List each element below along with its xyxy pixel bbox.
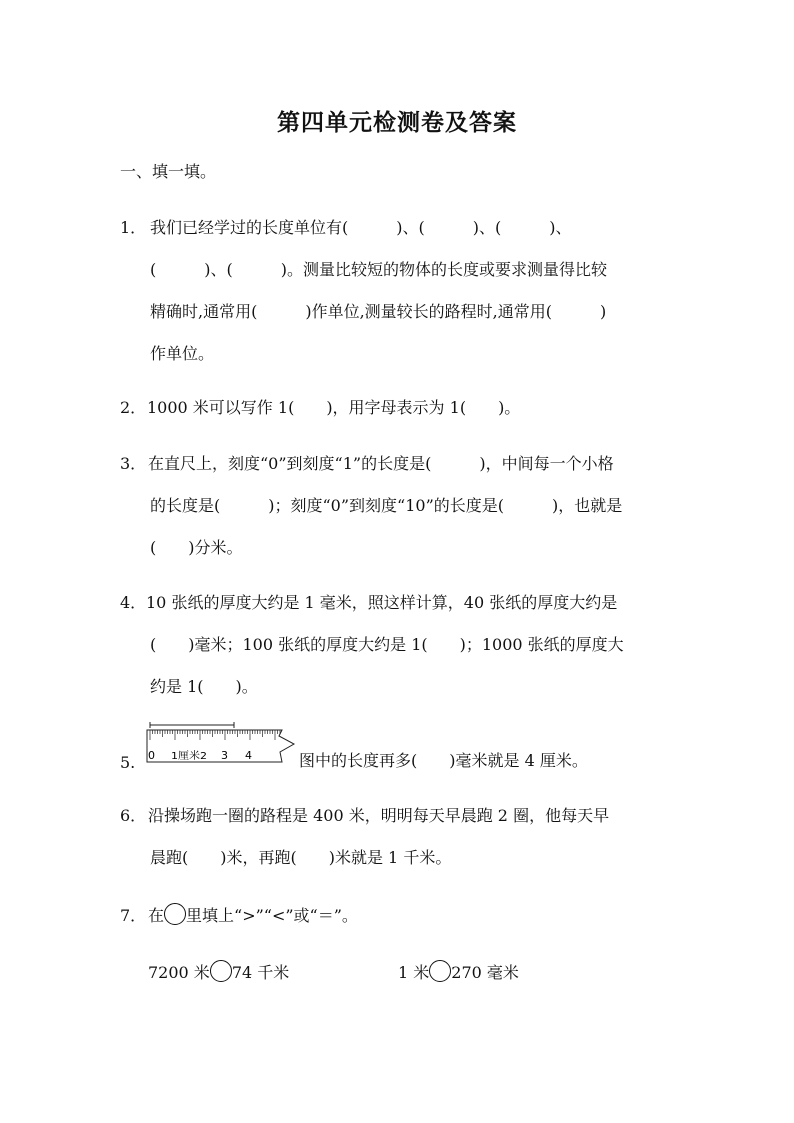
question-number: 7． (120, 906, 147, 925)
question-1-line-4: 作单位。 (150, 344, 215, 363)
question-text: 沿操场跑一圈的路程是 400 米，明明每天早晨跑 2 圈，他每天早 (148, 806, 610, 825)
question-1-line-2: ( )、( )。测量比较短的物体的长度或要求测量得比较 (150, 260, 607, 279)
question-1-line-1 (120, 217, 571, 239)
question-text: 在直尺上，刻度“0”到刻度“1”的长度是( )，中间每一个小格 (148, 454, 614, 473)
question-4-line-2: ( )毫米；100 张纸的厚度大约是 1( )；1000 张纸的厚度大 (150, 635, 624, 654)
section-heading: 一、填一填。 (120, 162, 217, 181)
comparison-right: 74 千米 (231, 963, 290, 982)
comparison-1 (148, 960, 289, 984)
question-text: 里填上“>”“<”或“＝”。 (186, 906, 358, 925)
ruler-label-3: 3 (221, 749, 228, 762)
question-7-line-1 (120, 903, 358, 927)
question-number: 1． (120, 218, 147, 237)
ruler-figure (146, 722, 296, 766)
ruler-label-1cm-2: 1厘米2 (171, 751, 204, 762)
question-text: 10 张纸的厚度大约是 1 毫米，照这样计算，40 张纸的厚度大约是 (146, 593, 618, 612)
question-number: 6． (120, 806, 147, 825)
ruler-label-4: 4 (245, 749, 252, 762)
compare-circle-answer[interactable] (210, 960, 232, 982)
ruler-diagram (146, 722, 296, 766)
question-number: 2． (120, 398, 147, 417)
compare-circle-answer[interactable] (429, 960, 451, 982)
question-text: 1000 米可以写作 1( )，用字母表示为 1( )。 (147, 398, 521, 417)
question-6-line-1 (120, 805, 609, 827)
question-4-line-3: 约是 1( )。 (150, 677, 258, 696)
question-2-line-1 (120, 397, 520, 419)
question-5-number: 5. (120, 753, 136, 772)
comparison-2 (398, 960, 519, 984)
question-6-line-2: 晨跑( )米，再跑( )米就是 1 千米。 (150, 848, 452, 867)
question-1-line-3: 精确时,通常用( )作单位,测量较长的路程时,通常用( ) (150, 302, 607, 321)
question-4-line-1 (120, 592, 617, 614)
ruler-label-0: 0 (148, 749, 155, 762)
question-number: 4． (120, 593, 147, 612)
comparison-right: 270 毫米 (451, 963, 519, 982)
question-text: 在 (148, 906, 165, 925)
compare-circle-example (164, 903, 186, 925)
page-title: 第四单元检测卷及答案 (277, 110, 517, 136)
question-text: 我们已经学过的长度单位有( )、( )、( )、 (150, 218, 572, 237)
question-3-line-1 (120, 453, 614, 475)
comparison-left: 7200 米 (148, 963, 210, 982)
comparison-left: 1 米 (398, 963, 430, 982)
question-number: 3． (120, 454, 147, 473)
question-3-line-3: ( )分米。 (150, 538, 243, 557)
question-5-text: 图中的长度再多( )毫米就是 4 厘米。 (299, 751, 588, 770)
question-3-line-2: 的长度是( )；刻度“0”到刻度“10”的长度是( )，也就是 (150, 496, 623, 515)
